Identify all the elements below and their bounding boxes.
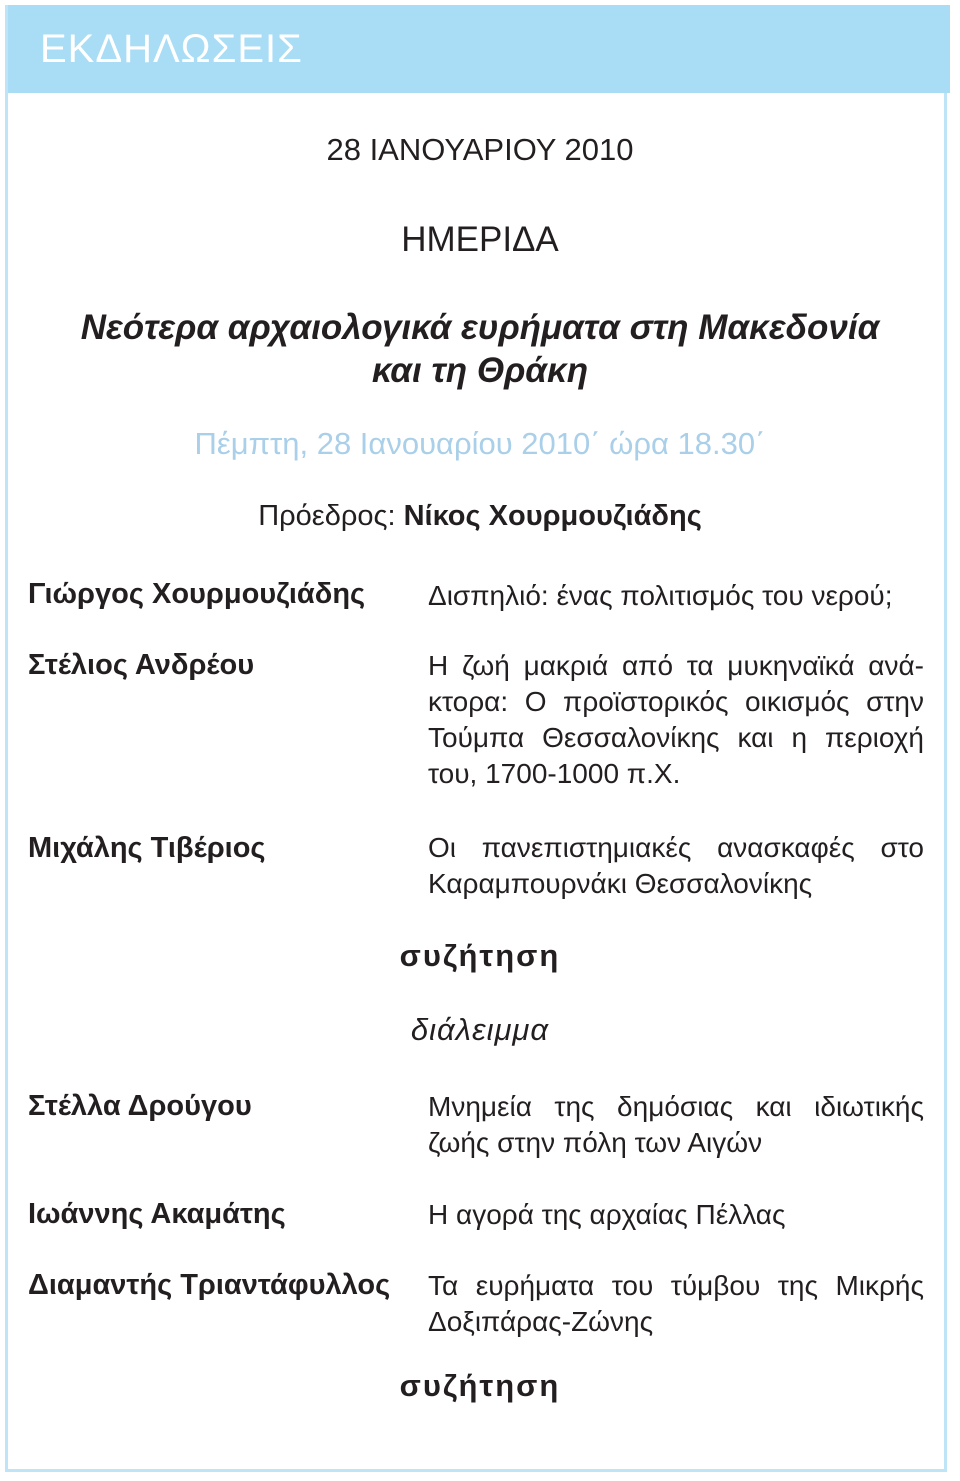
event-title [0,306,960,392]
event-title-line-2: και τη Θράκη [371,351,589,390]
speaker-name: Διαμαντής Τριαντάφυλλος [28,1269,391,1301]
speaker-name: Στέλιος Ανδρέου [28,649,255,681]
talk-title: Τα ευρήματα του τύμβου της Μικρής Δοξιπάρας-Ζώνης [428,1270,924,1337]
event-title-line-1: Νεότερα αρχαιολογικά ευρήματα στη Μακεδονία [80,308,880,347]
chair-name: Νίκος Χουρμουζιάδης [403,500,702,532]
header-band [8,5,950,93]
event-date: 28 ΙΑΝΟΥΑΡΙΟΥ 2010 [326,132,634,167]
event-time: Πέμπτη, 28 Ιανουαρίου 2010΄ ώρα 18.30΄ [194,426,766,461]
talk-title: Η αγορά της αρχαίας Πέλλας [428,1199,786,1230]
talk-title: Οι πανεπιστημιακές ανασκαφές στο Καραμπουρνάκι Θεσσαλονίκης [428,832,924,899]
speaker-name: Γιώργος Χουρμουζιάδης [28,578,366,610]
discussion-label: συζήτηση [399,1368,561,1403]
chair-line [0,500,960,533]
speaker-name: Ιωάννης Ακαμάτης [28,1198,286,1230]
talk-title: Μνημεία της δημόσιας και ιδιωτικής ζωής στην πόλη των Αιγών [428,1091,924,1158]
section-title: ΕΚΔΗΛΩΣΕΙΣ [40,27,303,71]
speaker-name: Μιχάλης Τιβέριος [28,832,266,864]
chair-label: Πρόεδρος: [258,500,396,532]
discussion-label: συζήτηση [399,938,561,973]
speaker-name: Στέλλα Δρούγου [28,1090,252,1122]
talk-title: Η ζωή μακριά από τα μυκηναϊκά ανά-κτορα: Ο προϊστορικός οικισμός στην Τούμπα Θεσσαλονίκης και η περιοχή του, 1700-1000 π.Χ. [428,650,924,789]
talk-title: Δισπηλιό: ένας πολιτισμός του νερού; [428,580,893,611]
event-type: ΗΜΕΡΙΔΑ [401,220,559,259]
break-label: διάλειμμα [410,1012,550,1047]
